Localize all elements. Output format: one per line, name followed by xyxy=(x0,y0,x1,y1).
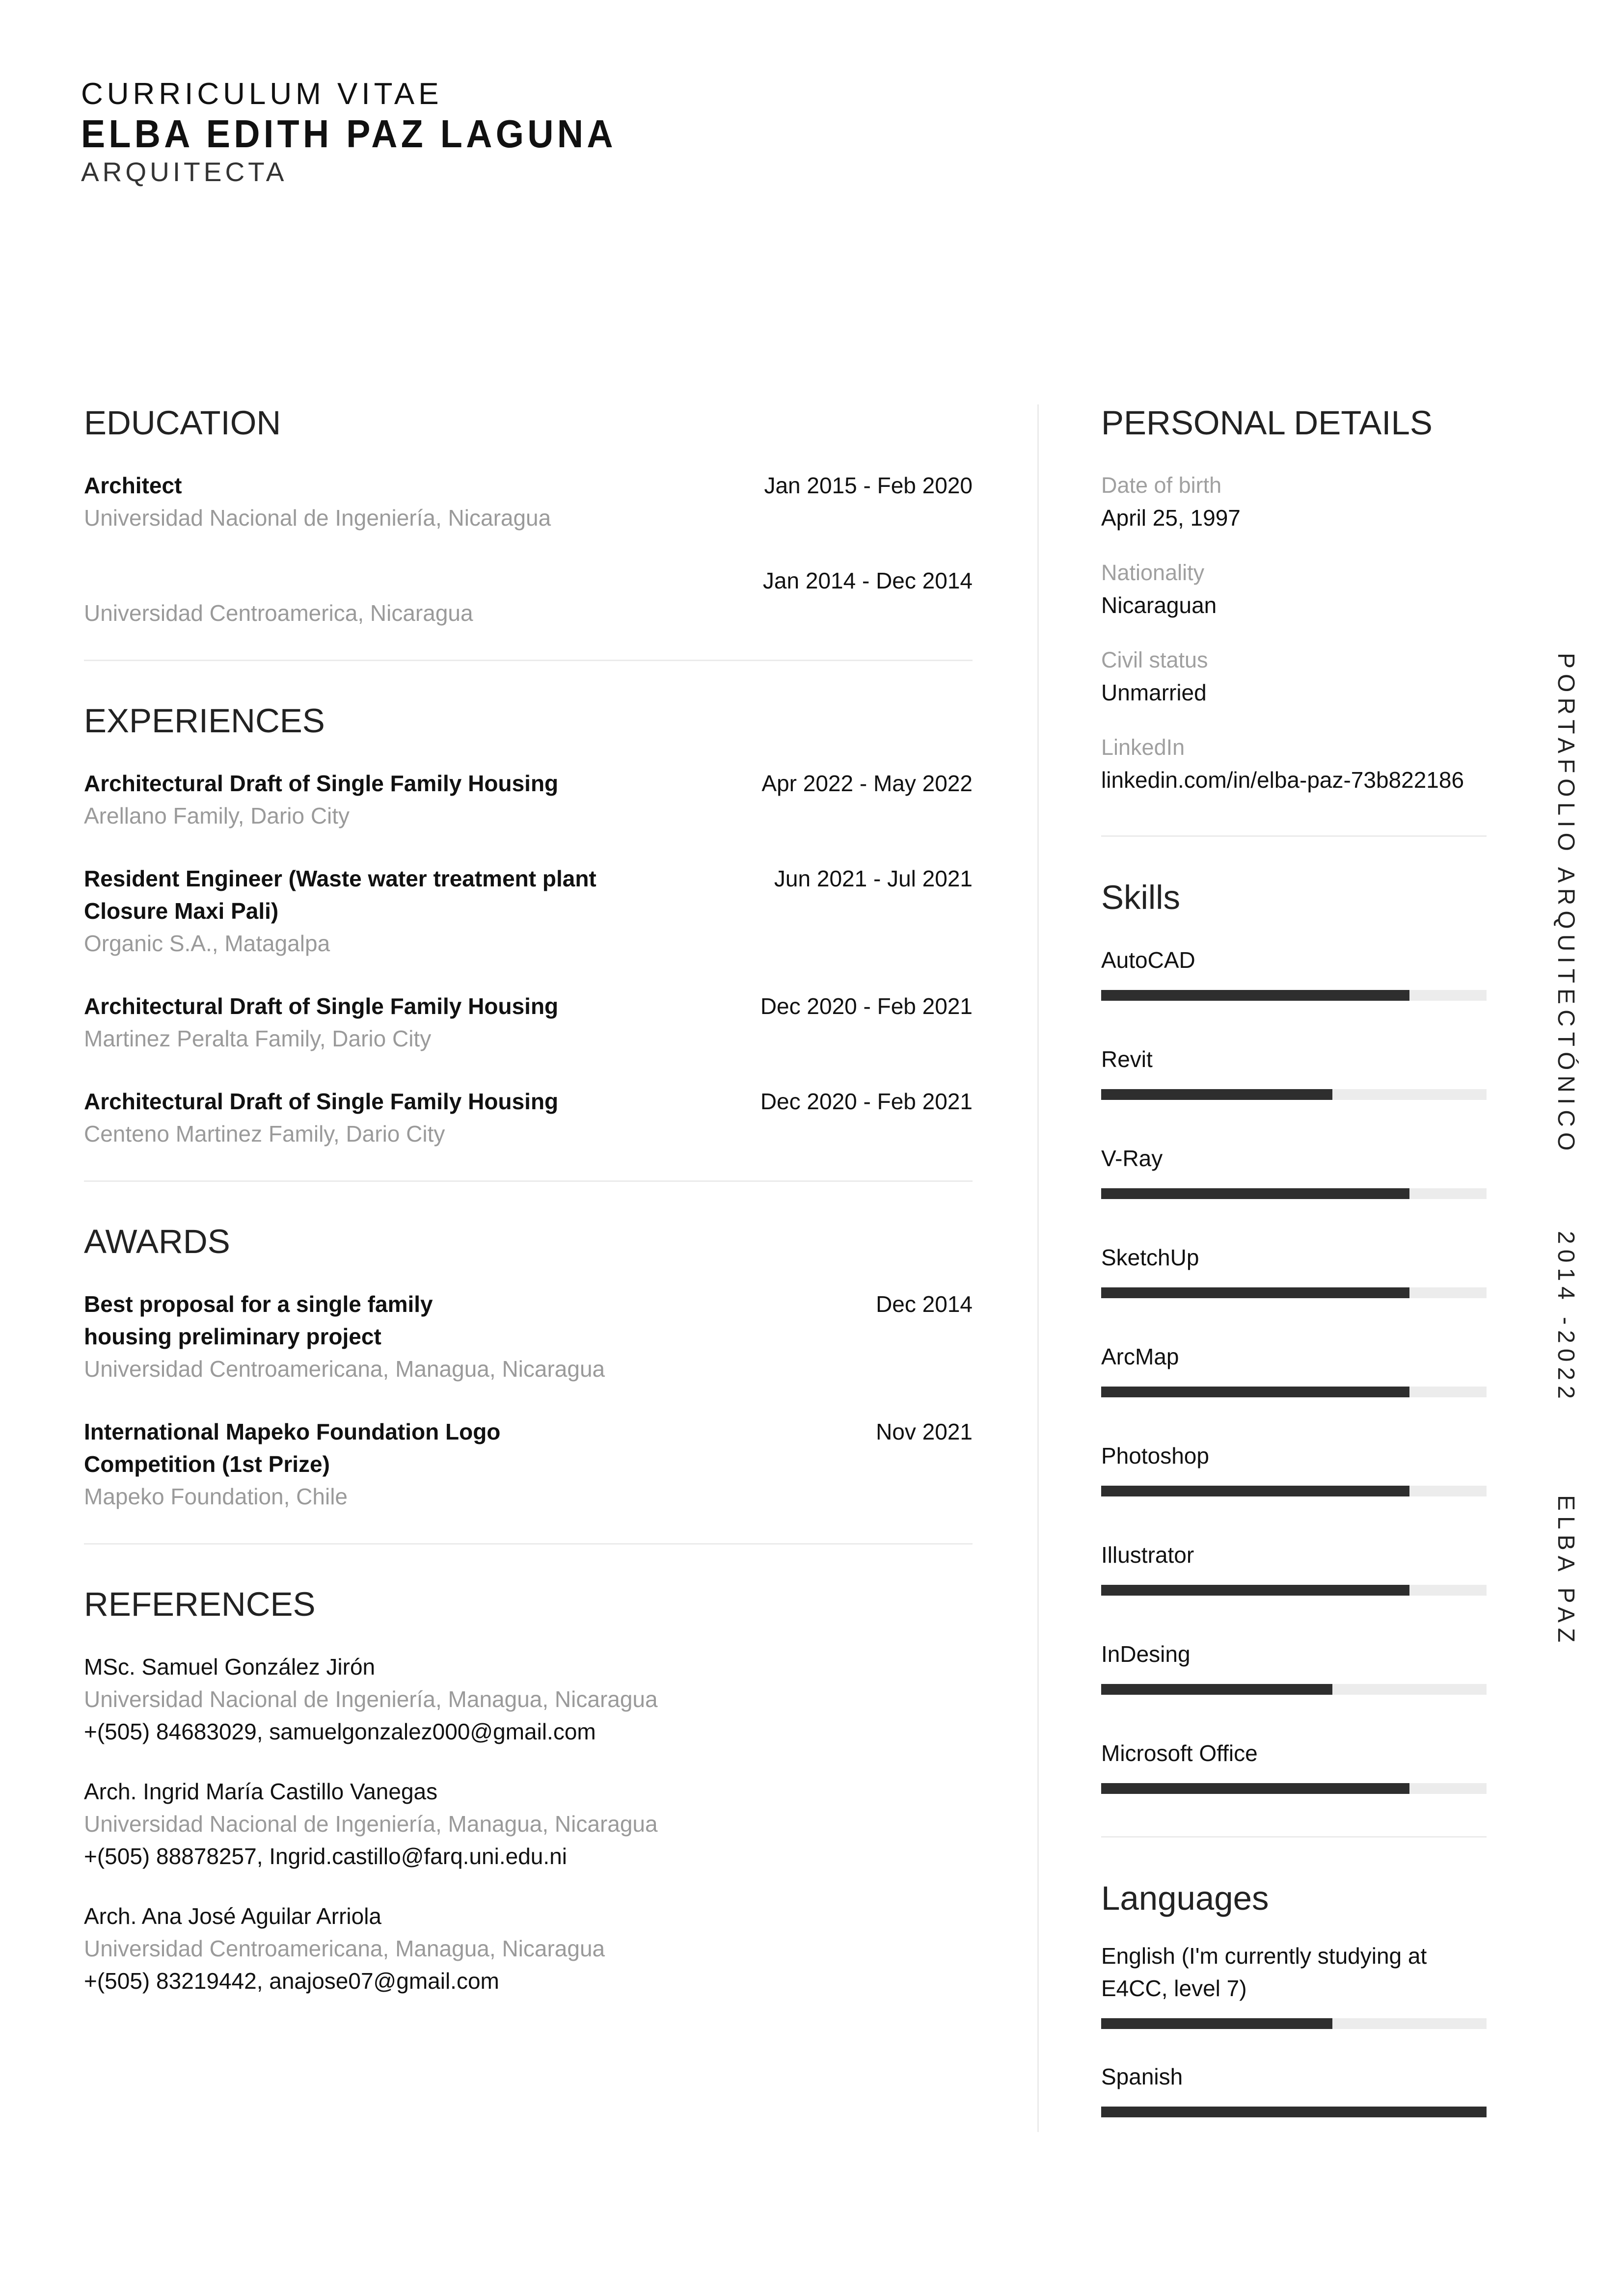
skill-bar-fill xyxy=(1101,1089,1332,1100)
detail-civil-status xyxy=(1101,644,1487,709)
reference-name: Arch. Ana José Aguilar Arriola xyxy=(84,1903,381,1929)
skill-name: Photoshop xyxy=(1101,1443,1209,1468)
skill-item xyxy=(1101,1142,1487,1199)
skills-section xyxy=(1101,877,1487,1794)
detail-label: Date of birth xyxy=(1101,473,1222,498)
entry-org: Martinez Peralta Family, Dario City xyxy=(84,1026,432,1051)
skill-bar-fill xyxy=(1101,1188,1409,1199)
award-entry xyxy=(84,1415,973,1513)
reference-org: Universidad Nacional de Ingeniería, Managua, Nicaragua xyxy=(84,1686,658,1712)
entry-date: Dec 2014 xyxy=(876,1291,973,1317)
skill-name: Microsoft Office xyxy=(1101,1740,1258,1766)
experience-entry xyxy=(84,862,973,960)
reference-name: MSc. Samuel González Jirón xyxy=(84,1654,376,1680)
languages-title: Languages xyxy=(1101,1879,1269,1917)
skill-bar xyxy=(1101,1783,1487,1794)
skill-item xyxy=(1101,1737,1487,1794)
detail-date-of-birth xyxy=(1101,469,1487,534)
skill-item xyxy=(1101,1340,1487,1397)
candidate-name: ELBA EDITH PAZ LAGUNA xyxy=(81,112,617,156)
skill-name: AutoCAD xyxy=(1101,947,1195,973)
reference-org: Universidad Nacional de Ingeniería, Managua, Nicaragua xyxy=(84,1811,658,1837)
references-title: REFERENCES xyxy=(84,1585,316,1623)
language-name: English (I'm currently studying at E4CC, level 7) xyxy=(1101,1943,1427,2001)
entry-title: Architectural Draft of Single Family Housing xyxy=(84,771,559,796)
entry-date: Dec 2020 - Feb 2021 xyxy=(760,993,973,1019)
reference-contact: +(505) 84683029, samuelgonzalez000@gmail.com xyxy=(84,1719,596,1744)
skill-bar xyxy=(1101,1486,1487,1496)
entry-title: Architect xyxy=(84,473,182,498)
language-name: Spanish xyxy=(1101,2064,1183,2089)
entry-date: Jun 2021 - Jul 2021 xyxy=(774,866,973,891)
experience-entry xyxy=(84,1085,973,1150)
cv-header xyxy=(81,77,663,187)
entry-date: Nov 2021 xyxy=(876,1419,973,1444)
detail-label: Civil status xyxy=(1101,647,1208,672)
education-section xyxy=(84,402,973,629)
language-bar xyxy=(1101,2018,1487,2029)
skill-name: ArcMap xyxy=(1101,1344,1179,1369)
skill-bar xyxy=(1101,1585,1487,1596)
language-bar-fill xyxy=(1101,2018,1332,2029)
skill-name: V-Ray xyxy=(1101,1146,1163,1171)
experiences-title: EXPERIENCES xyxy=(84,702,325,740)
side-years-label: 2014 -2022 xyxy=(1553,1231,1579,1404)
entry-org: Universidad Nacional de Ingeniería, Nicaragua xyxy=(84,505,551,531)
education-title: EDUCATION xyxy=(84,404,281,442)
entry-date: Jan 2014 - Dec 2014 xyxy=(762,568,973,593)
awards-section xyxy=(84,1221,973,1513)
detail-value: Unmarried xyxy=(1101,680,1207,705)
education-entry xyxy=(84,564,973,629)
reference-entry xyxy=(84,1900,973,1997)
side-column xyxy=(1101,402,1487,2149)
skill-bar-fill xyxy=(1101,990,1409,1001)
entry-org: Universidad Centroamerica, Nicaragua xyxy=(84,600,473,626)
experiences-section xyxy=(84,700,973,1150)
language-bar-fill xyxy=(1101,2107,1487,2117)
skill-bar-fill xyxy=(1101,1585,1409,1596)
section-divider xyxy=(84,1180,973,1182)
section-divider xyxy=(84,1543,973,1545)
education-entry xyxy=(84,469,973,534)
entry-org: Universidad Centroamericana, Managua, Nicaragua xyxy=(84,1356,605,1382)
skill-bar xyxy=(1101,1684,1487,1695)
column-divider xyxy=(1037,404,1039,2132)
entry-title xyxy=(84,564,639,597)
entry-title: Architectural Draft of Single Family Housing xyxy=(84,993,559,1019)
section-divider xyxy=(1101,835,1487,837)
candidate-role: ARQUITECTA xyxy=(81,157,288,187)
skill-name: Revit xyxy=(1101,1046,1153,1072)
detail-value: Nicaraguan xyxy=(1101,592,1217,618)
detail-nationality xyxy=(1101,557,1487,621)
skill-item xyxy=(1101,1440,1487,1496)
entry-date: Apr 2022 - May 2022 xyxy=(761,771,973,796)
skill-item xyxy=(1101,1539,1487,1596)
skill-bar-fill xyxy=(1101,1387,1409,1397)
side-name-label: ELBA PAZ xyxy=(1553,1495,1579,1648)
reference-contact: +(505) 88878257, Ingrid.castillo@farq.uni.edu.ni xyxy=(84,1843,567,1869)
entry-title: Architectural Draft of Single Family Housing xyxy=(84,1089,559,1114)
entry-org: Mapeko Foundation, Chile xyxy=(84,1484,348,1509)
skill-bar xyxy=(1101,1387,1487,1397)
personal-details-title: PERSONAL DETAILS xyxy=(1101,404,1433,442)
skill-name: SketchUp xyxy=(1101,1245,1199,1270)
entry-title: International Mapeko Foundation Logo Competition (1st Prize) xyxy=(84,1419,501,1477)
detail-linkedin xyxy=(1101,731,1487,796)
skill-bar-fill xyxy=(1101,1486,1409,1496)
skill-bar-fill xyxy=(1101,1783,1409,1794)
language-item xyxy=(1101,2060,1487,2117)
main-column xyxy=(84,402,973,2025)
entry-date: Dec 2020 - Feb 2021 xyxy=(760,1089,973,1114)
entry-title: Best proposal for a single family housing preliminary project xyxy=(84,1291,433,1349)
skills-title: Skills xyxy=(1101,879,1181,916)
reference-entry xyxy=(84,1775,973,1872)
skill-name: InDesing xyxy=(1101,1641,1191,1667)
entry-title: Resident Engineer (Waste water treatment plant Closure Maxi Pali) xyxy=(84,866,596,924)
skill-bar xyxy=(1101,1089,1487,1100)
detail-value: April 25, 1997 xyxy=(1101,505,1241,531)
experience-entry xyxy=(84,767,973,832)
experience-entry xyxy=(84,990,973,1055)
reference-name: Arch. Ingrid María Castillo Vanegas xyxy=(84,1779,438,1804)
awards-title: AWARDS xyxy=(84,1223,230,1260)
languages-section xyxy=(1101,1878,1487,2117)
skill-bar xyxy=(1101,1287,1487,1298)
cv-label: CURRICULUM VITAE xyxy=(81,77,443,111)
skill-item xyxy=(1101,1241,1487,1298)
skill-name: Illustrator xyxy=(1101,1542,1194,1568)
language-item xyxy=(1101,1940,1487,2029)
references-section xyxy=(84,1584,973,1997)
entry-date: Jan 2015 - Feb 2020 xyxy=(764,473,973,498)
skill-bar xyxy=(1101,990,1487,1001)
detail-label: Nationality xyxy=(1101,560,1205,585)
language-bar xyxy=(1101,2107,1487,2117)
skill-item xyxy=(1101,1043,1487,1100)
skill-bar-fill xyxy=(1101,1684,1332,1695)
section-divider xyxy=(84,660,973,661)
entry-org: Centeno Martinez Family, Dario City xyxy=(84,1121,445,1147)
personal-details-section xyxy=(1101,402,1487,796)
linkedin-link[interactable]: linkedin.com/in/elba-paz-73b822186 xyxy=(1101,767,1464,793)
reference-entry xyxy=(84,1651,973,1748)
entry-org: Organic S.A., Matagalpa xyxy=(84,931,330,956)
entry-org: Arellano Family, Dario City xyxy=(84,803,350,828)
detail-label: LinkedIn xyxy=(1101,735,1185,760)
award-entry xyxy=(84,1288,973,1385)
skill-bar xyxy=(1101,1188,1487,1199)
reference-org: Universidad Centroamericana, Managua, Nicaragua xyxy=(84,1936,605,1961)
side-portfolio-label: PORTAFOLIO ARQUITECTÓNICO xyxy=(1553,653,1579,1156)
section-divider xyxy=(1101,1836,1487,1838)
skill-bar-fill xyxy=(1101,1287,1409,1298)
skill-item xyxy=(1101,944,1487,1001)
skill-item xyxy=(1101,1638,1487,1695)
reference-contact: +(505) 83219442, anajose07@gmail.com xyxy=(84,1968,499,1994)
